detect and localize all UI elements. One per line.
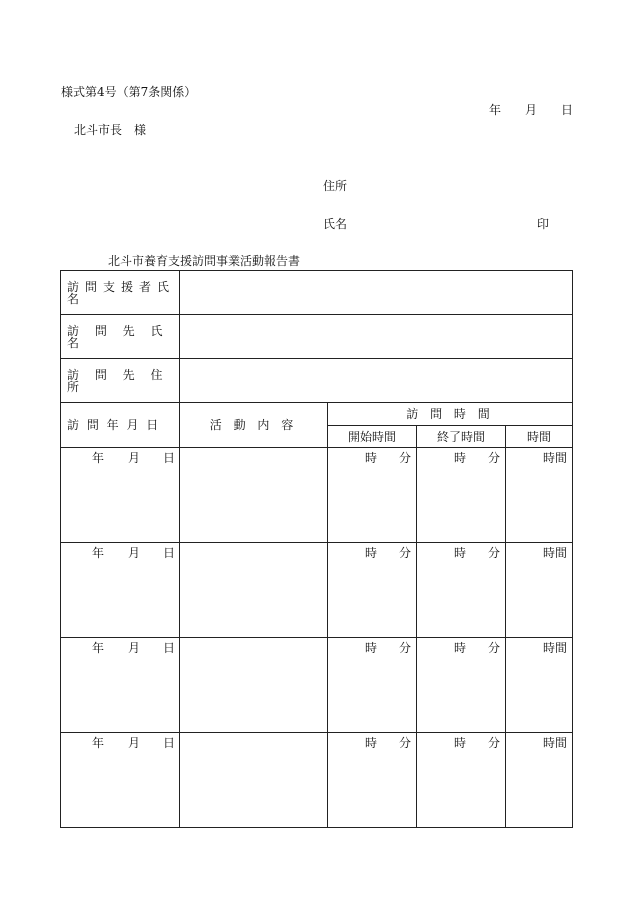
visit-date-header: 訪 問 年 月 日 xyxy=(61,403,180,448)
start-time-cell[interactable]: 時 分 xyxy=(328,733,417,828)
date-line xyxy=(489,104,573,116)
activity-cell[interactable] xyxy=(180,733,328,828)
start-time-cell[interactable]: 時 分 xyxy=(328,638,417,733)
date-year-label: 年 xyxy=(489,103,502,117)
activity-cell[interactable] xyxy=(180,448,328,543)
duration-cell[interactable]: 時間 xyxy=(506,543,573,638)
end-time-cell[interactable]: 時 分 xyxy=(417,448,506,543)
name-label: 氏名 xyxy=(323,217,348,231)
info-row-destination-name xyxy=(61,315,573,359)
info-label: 訪 問 先 氏 名 xyxy=(61,315,180,359)
duration-cell[interactable]: 時間 xyxy=(506,638,573,733)
start-time-cell[interactable]: 時 分 xyxy=(328,543,417,638)
destination-address-field[interactable] xyxy=(180,359,573,403)
form-number: 様式第4号（第7条関係） xyxy=(61,85,197,99)
destination-name-field[interactable] xyxy=(180,315,573,359)
duration-cell[interactable]: 時間 xyxy=(506,448,573,543)
report-title: 北斗市養育支援訪問事業活動報告書 xyxy=(108,254,301,268)
report-table xyxy=(60,270,573,828)
info-label: 訪 問 先 住 所 xyxy=(61,359,180,403)
end-time-cell[interactable]: 時 分 xyxy=(417,638,506,733)
end-time-cell[interactable]: 時 分 xyxy=(417,733,506,828)
visit-date-cell[interactable]: 年 月 日 xyxy=(61,638,180,733)
activity-header: 活 動 内 容 xyxy=(180,403,328,448)
start-time-header: 開始時間 xyxy=(328,426,417,448)
duration-cell[interactable]: 時間 xyxy=(506,733,573,828)
table-row xyxy=(61,733,573,828)
visitor-name-field[interactable] xyxy=(180,271,573,315)
visit-time-header: 訪 問 時 間 xyxy=(328,403,573,426)
info-row-destination-address xyxy=(61,359,573,403)
visit-date-cell[interactable]: 年 月 日 xyxy=(61,448,180,543)
table-row xyxy=(61,638,573,733)
table-header-row xyxy=(61,403,573,426)
addressee: 北斗市長 様 xyxy=(74,123,147,137)
seal-label: 印 xyxy=(537,217,550,231)
end-time-header: 終了時間 xyxy=(417,426,506,448)
date-day-label: 日 xyxy=(561,103,574,117)
visit-date-cell[interactable]: 年 月 日 xyxy=(61,733,180,828)
info-label: 訪問支援者氏名 xyxy=(61,271,180,315)
visit-date-cell[interactable]: 年 月 日 xyxy=(61,543,180,638)
date-month-label: 月 xyxy=(525,103,538,117)
activity-cell[interactable] xyxy=(180,543,328,638)
activity-cell[interactable] xyxy=(180,638,328,733)
address-label: 住所 xyxy=(323,179,348,193)
start-time-cell[interactable]: 時 分 xyxy=(328,448,417,543)
table-row xyxy=(61,448,573,543)
duration-header: 時間 xyxy=(506,426,573,448)
end-time-cell[interactable]: 時 分 xyxy=(417,543,506,638)
table-row xyxy=(61,543,573,638)
info-row-visitor-name xyxy=(61,271,573,315)
